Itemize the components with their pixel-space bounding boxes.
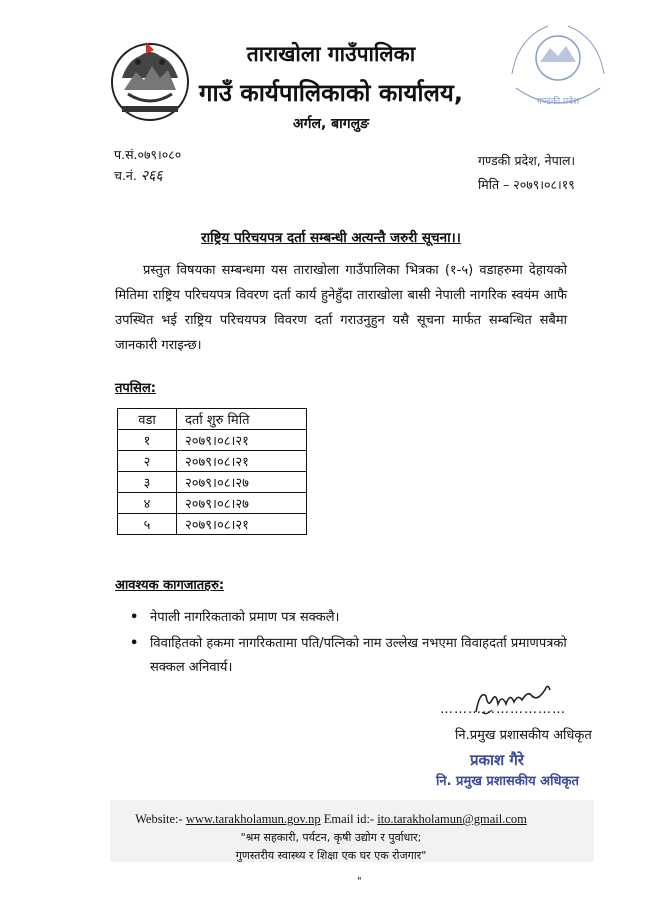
office-name: गाउँ कार्यपालिकाको कार्यालय,	[199, 79, 463, 107]
ward-cell: १	[118, 430, 177, 451]
date-cell: २०७९।०८।२१	[177, 451, 307, 472]
documents-heading: आवश्यक कागजातहरु:	[115, 578, 225, 593]
website-link[interactable]: www.tarakholamun.gov.np	[185, 812, 321, 826]
reference-number: प.सं.०७९।०८०	[114, 147, 182, 162]
office-address: अर्गल, बागलुङ	[292, 116, 370, 132]
ward-cell: २	[118, 451, 177, 472]
officer-title-stamp: नि. प्रमुख प्रशासकीय अधिकृत	[436, 774, 579, 789]
document-item-text: नेपाली नागरिकताको प्रमाण पत्र सक्कलै।	[150, 610, 340, 625]
email-link[interactable]: ito.tarakholamun@gmail.com	[377, 812, 527, 826]
table-header-row	[118, 409, 307, 430]
ward-cell: ३	[118, 472, 177, 493]
footer-contact	[0, 812, 662, 827]
date-cell: २०७९।०८।२१	[177, 430, 307, 451]
schedule-table	[117, 408, 307, 535]
list-item	[130, 606, 570, 630]
footer-tail-mark: "	[357, 876, 362, 887]
bullet-icon: •	[130, 636, 139, 651]
column-header-ward: वडा	[118, 409, 177, 430]
notice-body: प्रस्तुत विषयका सम्बन्धमा यस ताराखोला गाउँपालिका भित्रका (१-५) वडाहरुमा देहायको मितिमा राष्ट्रिय परिचयपत्र विवरण दर्ता कार्य हुनेहुँदा ताराखोला बासी नेपाली नागरिक स्वयंम आफै उपस्थित भई राष्ट्रिय परिचयपत्र विवरण दर्ता गराउनुहुन यसै सूचना मार्फत सम्बन्धित सबैमा जानकारी गराइन्छ।	[115, 263, 567, 353]
document-item-text: विवाहितको हकमा नागरिकतामा पति/पत्निको नाम उल्लेख नभएमा विवाहदर्ता प्रमाणपत्रको सक्कल अनिवार्य।	[150, 636, 567, 675]
table-row	[118, 451, 307, 472]
email-label: Email id:-	[320, 812, 378, 826]
table-row	[118, 430, 307, 451]
dispatch-handwritten: २६६	[140, 168, 163, 184]
date-cell: २०७९।०८।२७	[177, 472, 307, 493]
column-header-start-date: दर्ता शुरु मिति	[177, 409, 307, 430]
date-cell: २०७९।०८।२७	[177, 493, 307, 514]
bullet-icon: •	[130, 610, 139, 625]
footer-slogan-line2: गुणस्तरीय स्वास्थ्य र शिक्षा एक घर एक रोजगार"	[235, 849, 427, 862]
schedule-heading: तपसिल:	[115, 381, 156, 396]
table-row	[118, 514, 307, 535]
officer-name-stamp: प्रकाश गैरे	[470, 751, 524, 769]
footer-slogan-line1: "श्रम सहकारी, पर्यटन, कृषी उद्योग र पुर्वाधार;	[240, 831, 422, 844]
list-item	[130, 632, 570, 680]
dispatch-number	[114, 166, 163, 185]
svg-text:गण्डकी प्रदेश: गण्डकी प्रदेश	[536, 97, 580, 107]
province-label: गण्डकी प्रदेश, नेपाल।	[478, 153, 576, 168]
signature-line: ………………………	[440, 702, 566, 717]
ward-cell: ५	[118, 514, 177, 535]
table-row	[118, 493, 307, 514]
table-row	[118, 472, 307, 493]
officer-designation: नि.प्रमुख प्रशासकीय अधिकृत	[455, 728, 592, 743]
date-cell: २०७९।०८।२१	[177, 514, 307, 535]
notice-subject: राष्ट्रिय परिचयपत्र दर्ता सम्बन्धी अत्यन्तै जरुरी सूचना।।	[201, 230, 461, 246]
letter-date: मिति – २०७९।०८।१९	[478, 177, 575, 192]
dispatch-label: च.नं.	[114, 168, 141, 183]
municipality-name: ताराखोला गाउँपालिका	[246, 42, 416, 66]
ward-cell: ४	[118, 493, 177, 514]
website-label: Website:-	[135, 812, 186, 826]
